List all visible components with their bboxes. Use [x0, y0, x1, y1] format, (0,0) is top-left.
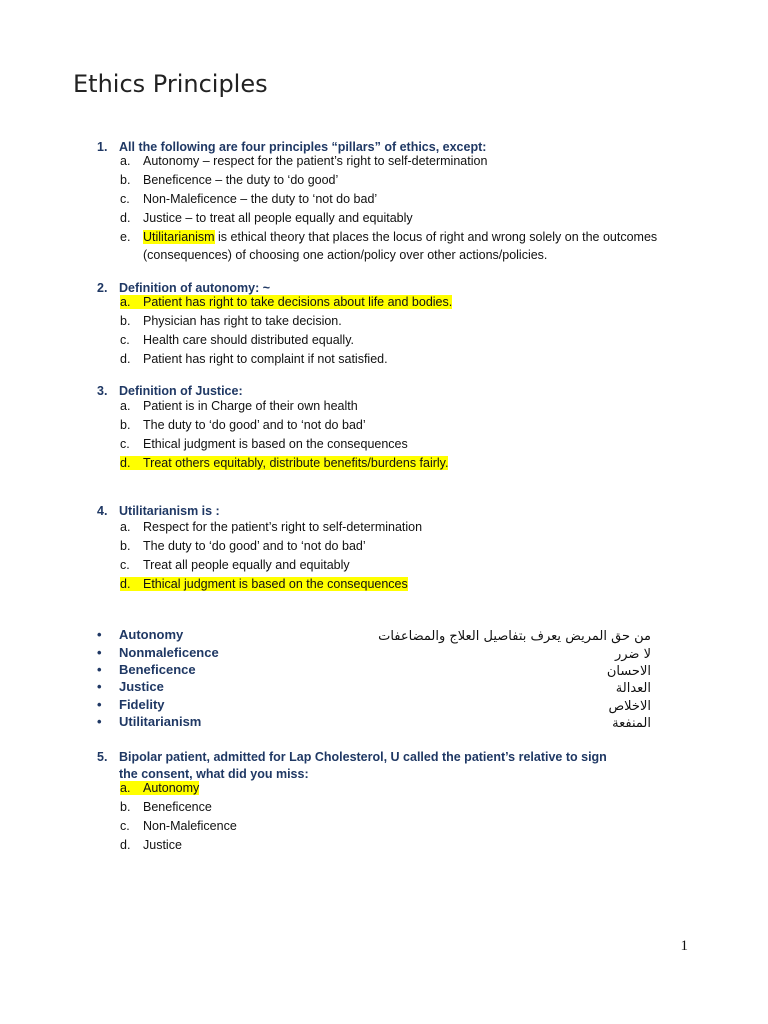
page-number: 1 — [680, 938, 688, 954]
bullet-dot: • — [97, 662, 102, 677]
option-letter: d. — [120, 577, 131, 591]
bullet-term: Nonmaleficence — [119, 645, 219, 660]
option-text: Justice – to treat all people equally and equitably — [143, 211, 413, 225]
q1-option-d — [120, 209, 720, 228]
option-text: Beneficence – the duty to ‘do good’ — [143, 173, 339, 187]
bullet-item — [97, 644, 219, 661]
bullet-term: Fidelity — [119, 697, 165, 712]
bullet-arabic: لا ضرر — [614, 647, 651, 662]
question-number: 3. — [97, 384, 108, 398]
question-text: Definition of Justice: — [119, 384, 243, 398]
option-letter: d. — [120, 456, 131, 470]
option-letter: c. — [120, 558, 130, 572]
option-letter: a. — [120, 520, 131, 534]
option-text: Autonomy – respect for the patient’s right to self-determination — [143, 154, 488, 168]
bullet-arabic: العدالة — [615, 681, 651, 696]
question-number: 2. — [97, 281, 108, 295]
bullet-arabic: المنفعة — [612, 716, 651, 731]
bullet-item — [97, 713, 201, 730]
option-text: The duty to ‘do good’ and to ‘not do bad’ — [143, 418, 366, 432]
highlighted-answer — [120, 781, 199, 795]
option-text: Respect for the patient’s right to self-determination — [143, 520, 423, 534]
bullet-item — [97, 696, 165, 713]
option-letter: d. — [120, 352, 131, 366]
option-text: Health care should distributed equally. — [143, 333, 355, 347]
option-letter: e. — [120, 230, 131, 244]
option-text: Non-Maleficence — [143, 819, 237, 833]
question-number: 4. — [97, 504, 108, 518]
bullet-item — [97, 661, 196, 678]
q4-option-d — [120, 575, 720, 594]
option-letter: c. — [120, 819, 130, 833]
option-letter: b. — [120, 539, 131, 553]
option-letter: a. — [120, 295, 131, 309]
page-title: Ethics Principles — [73, 70, 268, 98]
q1-option-e-continued: (consequences) of choosing one action/policy over other actions/policies. — [143, 248, 548, 262]
option-text: Patient is in Charge of their own health — [143, 399, 358, 413]
question-text: Utilitarianism is : — [119, 504, 220, 518]
option-letter: d. — [120, 838, 131, 852]
q1-option-e — [120, 228, 720, 247]
bullet-term: Beneficence — [119, 662, 196, 677]
q5-option-a — [120, 779, 720, 798]
question-text: Definition of autonomy: ~ — [119, 281, 271, 295]
q3-option-c — [120, 435, 720, 454]
q1-option-c — [120, 190, 720, 209]
question-text: All the following are four principles “pillars” of ethics, except: — [119, 140, 487, 154]
highlighted-answer — [120, 456, 448, 470]
highlighted-answer — [120, 295, 452, 309]
option-text: Ethical judgment is based on the consequences — [143, 437, 408, 451]
question-text: Bipolar patient, admitted for Lap Cholesterol, U called the patient’s relative to sign — [119, 750, 607, 764]
q3-option-d — [120, 454, 720, 473]
question-number: 1. — [97, 140, 108, 154]
q4-option-a — [120, 518, 720, 537]
bullet-dot: • — [97, 627, 102, 642]
option-letter: b. — [120, 173, 131, 187]
option-letter: c. — [120, 437, 130, 451]
q1-option-b — [120, 171, 720, 190]
option-text: Non-Maleficence – the duty to ‘not do bad’ — [143, 192, 378, 206]
option-letter: a. — [120, 781, 131, 795]
bullet-arabic: الاحسان — [606, 664, 651, 679]
option-text: Autonomy — [143, 781, 200, 795]
option-text: Physician has right to take decision. — [143, 314, 342, 328]
option-text: Justice — [143, 838, 182, 852]
q3-option-b — [120, 416, 720, 435]
option-letter: c. — [120, 333, 130, 347]
option-letter: c. — [120, 192, 130, 206]
bullet-term: Utilitarianism — [119, 714, 202, 729]
q2-option-d — [120, 350, 720, 369]
q4-option-c — [120, 556, 720, 575]
highlighted-answer: Utilitarianism — [143, 230, 215, 244]
option-text: Ethical judgment is based on the consequences — [143, 577, 408, 591]
option-letter: d. — [120, 211, 131, 225]
option-letter: a. — [120, 399, 131, 413]
q2-option-a — [120, 293, 720, 312]
q3-option-a — [120, 397, 720, 416]
question-number: 5. — [97, 750, 108, 764]
bullet-dot: • — [97, 679, 102, 694]
bullet-item — [97, 678, 164, 695]
option-letter: b. — [120, 800, 131, 814]
q4-option-b — [120, 537, 720, 556]
bullet-dot: • — [97, 714, 102, 729]
bullet-term: Autonomy — [119, 627, 184, 642]
q5-option-d — [120, 836, 720, 855]
q2-option-c — [120, 331, 720, 350]
highlighted-answer — [120, 577, 408, 591]
option-text: Patient has right to complaint if not satisfied. — [143, 352, 388, 366]
option-letter: a. — [120, 154, 131, 168]
option-text: is ethical theory that places the locus of right and wrong solely on the outcomes — [214, 230, 658, 244]
bullet-item — [97, 626, 183, 643]
option-text: Treat others equitably, distribute benefits/burdens fairly. — [143, 456, 449, 470]
option-text: The duty to ‘do good’ and to ‘not do bad’ — [143, 539, 366, 553]
option-letter: b. — [120, 314, 131, 328]
option-letter: b. — [120, 418, 131, 432]
bullet-dot: • — [97, 645, 102, 660]
q5-option-c — [120, 817, 720, 836]
q5-option-b — [120, 798, 720, 817]
option-text: Patient has right to take decisions about life and bodies. — [143, 295, 453, 309]
q2-option-b — [120, 312, 720, 331]
q1-option-a — [120, 152, 720, 171]
bullet-term: Justice — [119, 679, 164, 694]
question-5 — [97, 748, 717, 766]
option-text: Beneficence — [143, 800, 212, 814]
bullet-arabic: الاخلاص — [608, 699, 651, 714]
question-5-continued: the consent, what did you miss: — [119, 767, 309, 781]
bullet-dot: • — [97, 697, 102, 712]
option-text: Treat all people equally and equitably — [143, 558, 350, 572]
bullet-arabic: من حق المريض يعرف بتفاصيل العلاج والمضاعفات — [378, 629, 651, 644]
